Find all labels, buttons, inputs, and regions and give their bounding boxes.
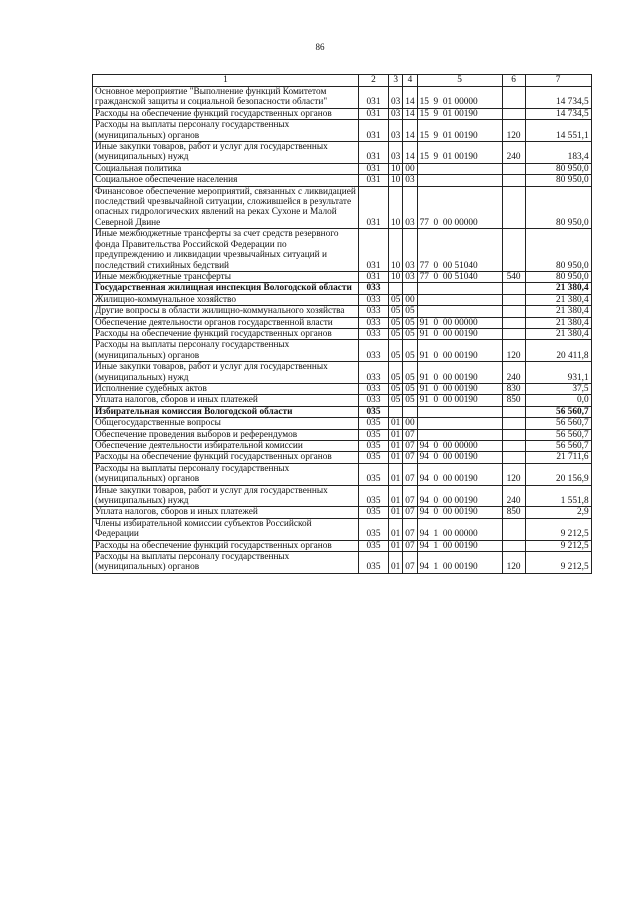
target-article-cell: 94 1 00 00190 bbox=[417, 552, 502, 574]
row-name-cell: Исполнение судебных актов bbox=[93, 383, 359, 394]
table-row bbox=[93, 328, 592, 339]
table-row bbox=[93, 186, 592, 229]
subsection-cell: 07 bbox=[403, 463, 417, 485]
row-name-cell: Уплата налогов, сборов и иных платежей bbox=[93, 395, 359, 406]
expense-type-cell bbox=[502, 163, 525, 174]
amount-cell: 14 734,5 bbox=[525, 108, 591, 119]
table-row bbox=[93, 452, 592, 463]
row-name-cell: Избирательная комиссия Вологодской области bbox=[93, 406, 359, 417]
subsection-cell: 05 bbox=[403, 317, 417, 328]
expense-type-cell: 120 bbox=[502, 552, 525, 574]
target-article-cell bbox=[417, 418, 502, 429]
amount-cell: 0,0 bbox=[525, 395, 591, 406]
column-header: 2 bbox=[359, 75, 389, 87]
section-cell: 01 bbox=[389, 452, 403, 463]
row-name-cell: Общегосударственные вопросы bbox=[93, 418, 359, 429]
table-row bbox=[93, 163, 592, 174]
section-cell: 05 bbox=[389, 306, 403, 317]
section-cell: 01 bbox=[389, 518, 403, 540]
table-row bbox=[93, 383, 592, 394]
table-row bbox=[93, 87, 592, 109]
subsection-cell: 05 bbox=[403, 383, 417, 394]
amount-cell: 21 380,4 bbox=[525, 283, 591, 294]
grbs-cell: 031 bbox=[359, 186, 389, 229]
amount-cell: 931,1 bbox=[525, 362, 591, 384]
amount-cell: 21 711,6 bbox=[525, 452, 591, 463]
target-article-cell: 15 9 01 00190 bbox=[417, 108, 502, 119]
subsection-cell: 03 bbox=[403, 186, 417, 229]
expense-type-cell bbox=[502, 108, 525, 119]
amount-cell: 14 734,5 bbox=[525, 87, 591, 109]
table-row bbox=[93, 271, 592, 282]
subsection-cell: 07 bbox=[403, 507, 417, 518]
subsection-cell: 00 bbox=[403, 294, 417, 305]
amount-cell: 80 950,0 bbox=[525, 271, 591, 282]
amount-cell: 183,4 bbox=[525, 142, 591, 164]
grbs-cell: 031 bbox=[359, 229, 389, 272]
expense-type-cell: 120 bbox=[502, 463, 525, 485]
row-name-cell: Иные закупки товаров, работ и услуг для государственных (муниципальных) нужд bbox=[93, 142, 359, 164]
subsection-cell: 03 bbox=[403, 229, 417, 272]
expense-type-cell: 850 bbox=[502, 507, 525, 518]
expense-type-cell: 120 bbox=[502, 120, 525, 142]
section-cell: 01 bbox=[389, 540, 403, 551]
section-cell: 05 bbox=[389, 362, 403, 384]
row-name-cell: Социальное обеспечение населения bbox=[93, 175, 359, 186]
grbs-cell: 031 bbox=[359, 87, 389, 109]
amount-cell: 21 380,4 bbox=[525, 294, 591, 305]
expense-type-cell: 830 bbox=[502, 383, 525, 394]
grbs-cell: 035 bbox=[359, 441, 389, 452]
subsection-cell: 07 bbox=[403, 485, 417, 507]
section-cell: 03 bbox=[389, 87, 403, 109]
column-header: 7 bbox=[525, 75, 591, 87]
subsection-cell: 07 bbox=[403, 429, 417, 440]
column-header: 4 bbox=[403, 75, 417, 87]
row-name-cell: Расходы на выплаты персоналу государственных (муниципальных) органов bbox=[93, 340, 359, 362]
table-row bbox=[93, 406, 592, 417]
target-article-cell: 94 0 00 00000 bbox=[417, 441, 502, 452]
column-header: 3 bbox=[389, 75, 403, 87]
amount-cell: 21 380,4 bbox=[525, 306, 591, 317]
section-cell: 01 bbox=[389, 418, 403, 429]
subsection-cell: 03 bbox=[403, 175, 417, 186]
grbs-cell: 033 bbox=[359, 340, 389, 362]
grbs-cell: 031 bbox=[359, 175, 389, 186]
target-article-cell: 77 0 00 51040 bbox=[417, 229, 502, 272]
row-name-cell: Расходы на выплаты персоналу государственных (муниципальных) органов bbox=[93, 463, 359, 485]
subsection-cell: 00 bbox=[403, 163, 417, 174]
table-row bbox=[93, 229, 592, 272]
section-cell: 05 bbox=[389, 395, 403, 406]
grbs-cell: 035 bbox=[359, 452, 389, 463]
expense-type-cell: 240 bbox=[502, 362, 525, 384]
grbs-cell: 035 bbox=[359, 540, 389, 551]
grbs-cell: 035 bbox=[359, 552, 389, 574]
table-row bbox=[93, 283, 592, 294]
section-cell: 01 bbox=[389, 552, 403, 574]
grbs-cell: 033 bbox=[359, 294, 389, 305]
target-article-cell: 15 9 01 00000 bbox=[417, 87, 502, 109]
subsection-cell: 07 bbox=[403, 552, 417, 574]
table-row bbox=[93, 306, 592, 317]
row-name-cell: Расходы на выплаты персоналу государственных (муниципальных) органов bbox=[93, 552, 359, 574]
section-cell bbox=[389, 283, 403, 294]
section-cell: 05 bbox=[389, 294, 403, 305]
grbs-cell: 035 bbox=[359, 518, 389, 540]
amount-cell: 56 560,7 bbox=[525, 418, 591, 429]
section-cell: 05 bbox=[389, 383, 403, 394]
target-article-cell bbox=[417, 306, 502, 317]
table-row bbox=[93, 463, 592, 485]
table-row bbox=[93, 175, 592, 186]
target-article-cell bbox=[417, 163, 502, 174]
subsection-cell: 07 bbox=[403, 452, 417, 463]
expense-type-cell: 850 bbox=[502, 395, 525, 406]
grbs-cell: 033 bbox=[359, 383, 389, 394]
row-name-cell: Другие вопросы в области жилищно-коммунального хозяйства bbox=[93, 306, 359, 317]
grbs-cell: 035 bbox=[359, 406, 389, 417]
expense-type-cell: 540 bbox=[502, 271, 525, 282]
amount-cell: 14 551,1 bbox=[525, 120, 591, 142]
row-name-cell: Жилищно-коммунальное хозяйство bbox=[93, 294, 359, 305]
subsection-cell: 07 bbox=[403, 441, 417, 452]
column-header: 6 bbox=[502, 75, 525, 87]
expense-type-cell bbox=[502, 418, 525, 429]
amount-cell: 56 560,7 bbox=[525, 429, 591, 440]
grbs-cell: 035 bbox=[359, 418, 389, 429]
column-header: 5 bbox=[417, 75, 502, 87]
amount-cell: 9 212,5 bbox=[525, 552, 591, 574]
row-name-cell: Иные межбюджетные трансферты bbox=[93, 271, 359, 282]
grbs-cell: 033 bbox=[359, 317, 389, 328]
amount-cell: 2,9 bbox=[525, 507, 591, 518]
target-article-cell: 15 9 01 00190 bbox=[417, 120, 502, 142]
subsection-cell bbox=[403, 406, 417, 417]
subsection-cell: 14 bbox=[403, 142, 417, 164]
subsection-cell: 05 bbox=[403, 395, 417, 406]
target-article-cell bbox=[417, 406, 502, 417]
target-article-cell: 94 1 00 00190 bbox=[417, 540, 502, 551]
row-name-cell: Обеспечение проведения выборов и референдумов bbox=[93, 429, 359, 440]
target-article-cell: 77 0 00 00000 bbox=[417, 186, 502, 229]
amount-cell: 20 156,9 bbox=[525, 463, 591, 485]
amount-cell: 80 950,0 bbox=[525, 229, 591, 272]
expense-type-cell bbox=[502, 294, 525, 305]
amount-cell: 80 950,0 bbox=[525, 163, 591, 174]
row-name-cell: Государственная жилищная инспекция Вологодской области bbox=[93, 283, 359, 294]
table-row bbox=[93, 552, 592, 574]
section-cell: 01 bbox=[389, 507, 403, 518]
grbs-cell: 031 bbox=[359, 163, 389, 174]
table-row bbox=[93, 441, 592, 452]
amount-cell: 9 212,5 bbox=[525, 540, 591, 551]
target-article-cell: 15 9 01 00190 bbox=[417, 142, 502, 164]
row-name-cell: Обеспечение деятельности избирательной комиссии bbox=[93, 441, 359, 452]
subsection-cell: 14 bbox=[403, 87, 417, 109]
expense-type-cell bbox=[502, 283, 525, 294]
amount-cell: 21 380,4 bbox=[525, 317, 591, 328]
row-name-cell: Расходы на обеспечение функций государственных органов bbox=[93, 108, 359, 119]
amount-cell: 80 950,0 bbox=[525, 186, 591, 229]
expense-type-cell bbox=[502, 429, 525, 440]
expense-type-cell bbox=[502, 87, 525, 109]
row-name-cell: Социальная политика bbox=[93, 163, 359, 174]
row-name-cell: Иные закупки товаров, работ и услуг для государственных (муниципальных) нужд bbox=[93, 362, 359, 384]
table-row bbox=[93, 395, 592, 406]
page-number: 86 bbox=[315, 42, 325, 52]
target-article-cell bbox=[417, 175, 502, 186]
grbs-cell: 033 bbox=[359, 283, 389, 294]
row-name-cell: Обеспечение деятельности органов государственной власти bbox=[93, 317, 359, 328]
expense-type-cell bbox=[502, 406, 525, 417]
target-article-cell: 94 0 00 00190 bbox=[417, 485, 502, 507]
expense-type-cell bbox=[502, 186, 525, 229]
target-article-cell: 91 0 00 00190 bbox=[417, 340, 502, 362]
target-article-cell: 94 0 00 00190 bbox=[417, 507, 502, 518]
amount-cell: 56 560,7 bbox=[525, 406, 591, 417]
grbs-cell: 035 bbox=[359, 429, 389, 440]
target-article-cell bbox=[417, 429, 502, 440]
target-article-cell: 94 1 00 00000 bbox=[417, 518, 502, 540]
expense-type-cell bbox=[502, 317, 525, 328]
table-row bbox=[93, 418, 592, 429]
row-name-cell: Расходы на выплаты персоналу государственных (муниципальных) органов bbox=[93, 120, 359, 142]
subsection-cell: 00 bbox=[403, 418, 417, 429]
subsection-cell: 03 bbox=[403, 271, 417, 282]
expense-type-cell bbox=[502, 452, 525, 463]
expense-type-cell bbox=[502, 328, 525, 339]
section-cell: 10 bbox=[389, 229, 403, 272]
target-article-cell: 77 0 00 51040 bbox=[417, 271, 502, 282]
target-article-cell bbox=[417, 283, 502, 294]
table-row bbox=[93, 317, 592, 328]
header-row bbox=[93, 75, 592, 87]
grbs-cell: 033 bbox=[359, 328, 389, 339]
section-cell: 03 bbox=[389, 120, 403, 142]
target-article-cell bbox=[417, 294, 502, 305]
budget-table bbox=[92, 74, 592, 574]
expense-type-cell: 120 bbox=[502, 340, 525, 362]
section-cell: 01 bbox=[389, 485, 403, 507]
section-cell: 10 bbox=[389, 163, 403, 174]
subsection-cell: 05 bbox=[403, 362, 417, 384]
amount-cell: 20 411,8 bbox=[525, 340, 591, 362]
section-cell: 05 bbox=[389, 317, 403, 328]
row-name-cell: Расходы на обеспечение функций государственных органов bbox=[93, 540, 359, 551]
section-cell: 01 bbox=[389, 429, 403, 440]
grbs-cell: 031 bbox=[359, 120, 389, 142]
table-row bbox=[93, 108, 592, 119]
target-article-cell: 91 0 00 00190 bbox=[417, 395, 502, 406]
table-row bbox=[93, 340, 592, 362]
row-name-cell: Финансовое обеспечение мероприятий, связанных с ликвидацией последствий чрезвычайной ситуации, сложившейся в результате опасных гидрологических явлений на реках Сухоне и Малой Северной Двине bbox=[93, 186, 359, 229]
expense-type-cell: 240 bbox=[502, 142, 525, 164]
row-name-cell: Иные закупки товаров, работ и услуг для государственных (муниципальных) нужд bbox=[93, 485, 359, 507]
table-row bbox=[93, 120, 592, 142]
expense-type-cell bbox=[502, 540, 525, 551]
expense-type-cell bbox=[502, 175, 525, 186]
subsection-cell: 05 bbox=[403, 340, 417, 362]
target-article-cell: 94 0 00 00190 bbox=[417, 463, 502, 485]
amount-cell: 9 212,5 bbox=[525, 518, 591, 540]
subsection-cell bbox=[403, 283, 417, 294]
row-name-cell: Расходы на обеспечение функций государственных органов bbox=[93, 328, 359, 339]
table-row bbox=[93, 142, 592, 164]
grbs-cell: 033 bbox=[359, 395, 389, 406]
section-cell: 03 bbox=[389, 142, 403, 164]
grbs-cell: 033 bbox=[359, 306, 389, 317]
table-row bbox=[93, 429, 592, 440]
target-article-cell: 91 0 00 00000 bbox=[417, 317, 502, 328]
section-cell: 05 bbox=[389, 328, 403, 339]
target-article-cell: 91 0 00 00190 bbox=[417, 362, 502, 384]
target-article-cell: 91 0 00 00190 bbox=[417, 383, 502, 394]
row-name-cell: Основное мероприятие "Выполнение функций Комитетом гражданской защиты и социальной безопасности области" bbox=[93, 87, 359, 109]
subsection-cell: 05 bbox=[403, 306, 417, 317]
section-cell bbox=[389, 406, 403, 417]
table-row bbox=[93, 540, 592, 551]
subsection-cell: 14 bbox=[403, 108, 417, 119]
expense-type-cell bbox=[502, 518, 525, 540]
section-cell: 01 bbox=[389, 441, 403, 452]
grbs-cell: 033 bbox=[359, 362, 389, 384]
amount-cell: 1 551,8 bbox=[525, 485, 591, 507]
section-cell: 05 bbox=[389, 340, 403, 362]
column-header: 1 bbox=[93, 75, 359, 87]
amount-cell: 80 950,0 bbox=[525, 175, 591, 186]
subsection-cell: 07 bbox=[403, 540, 417, 551]
table-row bbox=[93, 362, 592, 384]
grbs-cell: 031 bbox=[359, 271, 389, 282]
table-row bbox=[93, 485, 592, 507]
subsection-cell: 14 bbox=[403, 120, 417, 142]
section-cell: 03 bbox=[389, 108, 403, 119]
grbs-cell: 035 bbox=[359, 507, 389, 518]
row-name-cell: Члены избирательной комиссии субъектов Российской Федерации bbox=[93, 518, 359, 540]
grbs-cell: 035 bbox=[359, 463, 389, 485]
table-row bbox=[93, 294, 592, 305]
table-row bbox=[93, 507, 592, 518]
expense-type-cell: 240 bbox=[502, 485, 525, 507]
row-name-cell: Иные межбюджетные трансферты за счет средств резервного фонда Правительства Российской Федерации по предупреждению и ликвидации чрезвычайных ситуаций и последствий стихийных бедствий bbox=[93, 229, 359, 272]
row-name-cell: Расходы на обеспечение функций государственных органов bbox=[93, 452, 359, 463]
section-cell: 10 bbox=[389, 271, 403, 282]
section-cell: 10 bbox=[389, 186, 403, 229]
section-cell: 01 bbox=[389, 463, 403, 485]
amount-cell: 56 560,7 bbox=[525, 441, 591, 452]
expense-type-cell bbox=[502, 306, 525, 317]
grbs-cell: 035 bbox=[359, 485, 389, 507]
target-article-cell: 91 0 00 00190 bbox=[417, 328, 502, 339]
row-name-cell: Уплата налогов, сборов и иных платежей bbox=[93, 507, 359, 518]
grbs-cell: 031 bbox=[359, 108, 389, 119]
amount-cell: 37,5 bbox=[525, 383, 591, 394]
amount-cell: 21 380,4 bbox=[525, 328, 591, 339]
subsection-cell: 05 bbox=[403, 328, 417, 339]
target-article-cell: 94 0 00 00190 bbox=[417, 452, 502, 463]
expense-type-cell bbox=[502, 441, 525, 452]
subsection-cell: 07 bbox=[403, 518, 417, 540]
section-cell: 10 bbox=[389, 175, 403, 186]
expense-type-cell bbox=[502, 229, 525, 272]
table-row bbox=[93, 518, 592, 540]
grbs-cell: 031 bbox=[359, 142, 389, 164]
